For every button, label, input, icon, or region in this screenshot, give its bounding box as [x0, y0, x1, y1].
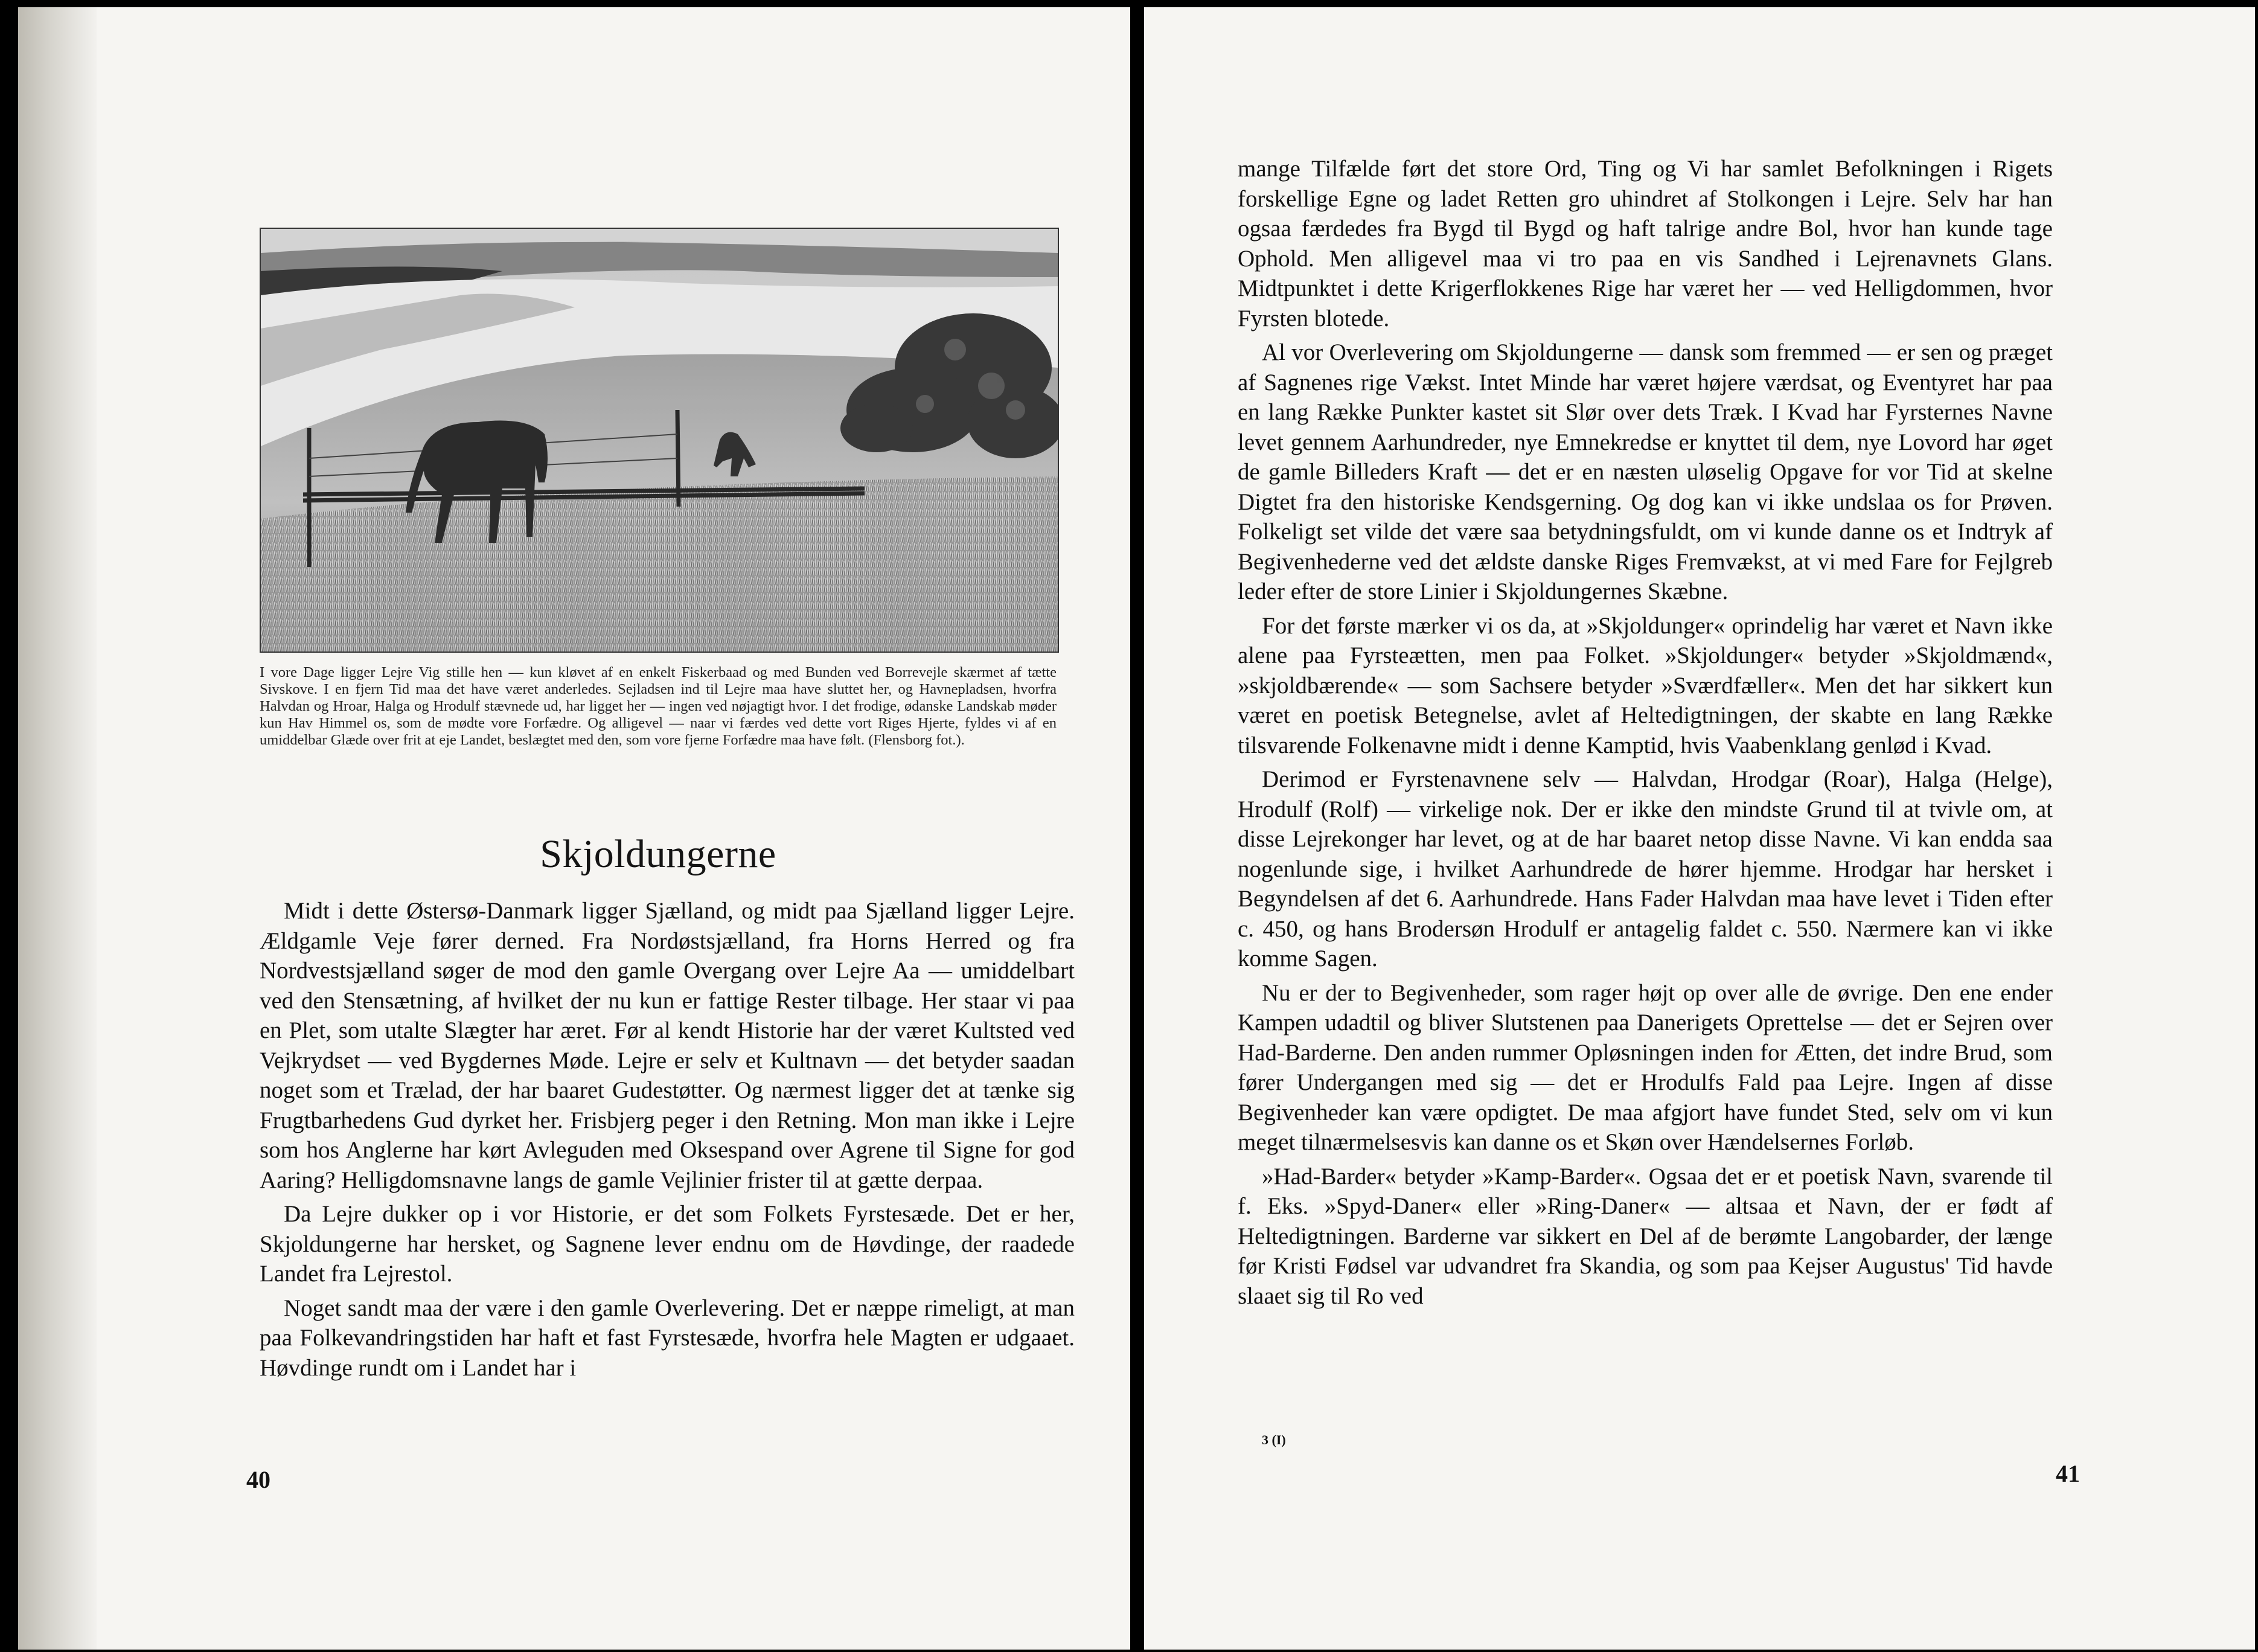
page-gutter — [18, 7, 97, 1650]
page-number: 40 — [246, 1466, 270, 1493]
paragraph: Derimod er Fyrstenavnene selv — Halvdan, Hrodgar (Roar), Halga (Helge), Hrodulf (Rolf) — virkelige nok. Der er ikke den mindste Grund til at tvivle om, at disse Lejrekonger har levet, og at de har baaret netop disse Navne. Vi kan endda saa nogenlunde sige, i hvilket Aarhundrede de hører hjemme. Hrodgar har hersket i Begyndelsen af det 6. Aarhundrede. Hans Fader Halvdan maa have levet i Tiden efter c. 450, og hans Brodersøn Hrodulf er antagelig faldet c. 550. Nærmere kan vi ikke komme Sagen. — [1238, 766, 2053, 972]
paragraph: Da Lejre dukker op i vor Historie, er det som Folkets Fyrstesæde. Det er her, Skjoldungerne har hersket, og Sagnene lever endnu om de Høvdinge, der raadede Landet fra Lejrestol. — [260, 1201, 1075, 1287]
left-page — [18, 7, 1130, 1650]
photo-caption: I vore Dage ligger Lejre Vig stille hen — kun kløvet af en enkelt Fiskerbaad og med Bunden ved Borrevejle skærmet af tætte Sivskove. I en fjern Tid maa det have været anderledes. Sejladsen ind til Lejre maa have sluttet her, og Havnepladsen, hvorfra Halvdan og Hroar, Halga og Hrodulf stævnede ud, har ligget her — ingen ved nøjagtigt hvor. I det frodige, ødanske Landskab møder kun Hav Himmel os, som de mødte vore Forfædre. Og alligevel — naar vi færdes ved dette vort Riges Hjerte, fyldes vi af en umiddelbar Glæde over frit at eje Landet, beslægtet med den, som vore fjerne Forfædre maa have følt. (Flensborg fot.). — [260, 664, 1057, 748]
page-number: 41 — [2056, 1460, 2080, 1487]
right-page-body-text — [1238, 154, 2053, 1315]
paragraph: Noget sandt maa der være i den gamle Overlevering. Det er næppe rimeligt, at man paa Folkevandringstiden har haft et fast Fyrstesæde, hvorfra hele Magten er udgaaet. Høvdinge rundt om i Landet har i — [260, 1295, 1075, 1381]
paragraph: Midt i dette Østersø-Danmark ligger Sjælland, og midt paa Sjælland ligger Lejre. Ældgamle Veje fører derned. Fra Nordøstsjælland, fra Horns Herred og fra Nordvestsjælland søger de mod den gamle Overgang over Lejre Aa — umiddelbart ved den Stensætning, af hvilket der nu kun er fattige Rester tilbage. Her staar vi paa en Plet, som utalte Slægter har æret. Før al kendt Historie har der været Kultsted ved Vejkrydset — ved Bygdernes Møde. Lejre er selv et Kultnavn — det betyder saadan noget som et Trælad, der har baaret Gudestøtter. Og nærmest ligger det at tænke sig Frugtbarhedens Gud dyrket her. Frisbjerg peger i den Retning. Mon man ikke i Lejre som hos Anglerne har kørt Avleguden med Oksespand over Agrene til Signe for god Aaring? Helligdomsnavne langs de gamle Vejlinier frister til at gætte derpaa. — [260, 898, 1075, 1193]
chapter-heading: Skjoldungerne — [540, 832, 776, 876]
left-page-body-text — [260, 896, 1075, 1387]
paragraph: For det første mærker vi os da, at »Skjoldunger« oprindelig har været et Navn ikke alene paa Fyrsteætten, men paa Folket. »Skjoldunger« betyder »Skjoldmænd«, »skjoldbærende« — som Sachsere betyder »Sværdfæller«. Men det har sikkert kun været en poetisk Betegnelse, avlet af Heltedigtningen, der skabte en lang Række tilsvarende Folkenavne midt i denne Kamptid, hvis Vaabenklang genlød i Kvad. — [1238, 612, 2053, 758]
paragraph: mange Tilfælde ført det store Ord, Ting og Vi har samlet Befolkningen i Rigets forskellige Egne og ladet Retten gro uhindret af Stolkongen i Lejre. Selv har han ogsaa færdedes fra Bygd til Bygd og haft talrige andre Bol, hvor han kunde tage Ophold. Men alligevel maa vi tro paa en vis Sandhed i Lejrenavnets Glans. Midtpunktet i dette Krigerflokkenes Rige har været her — ved Helligdommen, hvor Fyrsten blotede. — [1238, 156, 2053, 331]
paragraph: Nu er der to Begivenheder, som rager højt op over alle de øvrige. Den ene ender Kampen udadtil og bliver Slutstenen paa Danerigets Oprettelse — det er Sejren over Had-Barderne. Den anden rummer Opløsningen inden for Ætten, det indre Brud, som fører Undergangen med sig — det er Hrodulfs Fald paa Lejre. Ingen af disse Begivenheder kan være opdigtet. De maa afgjort have fundet Sted, selv om vi kun meget tilnærmelsesvis kan danne os et Skøn over Hændelsernes Forløb. — [1238, 979, 2053, 1155]
signature-mark: 3 (I) — [1262, 1432, 1286, 1447]
landscape-photo-image — [261, 229, 1058, 652]
right-page — [1144, 7, 2255, 1650]
landscape-photo — [260, 228, 1059, 653]
paragraph: Al vor Overlevering om Skjoldungerne — dansk som fremmed — er sen og præget af Sagnenes rige Vækst. Intet Minde har været højere værdsat, og Eventyret har paa en lang Række Punkter kastet sit Slør over dets Træk. I Kvad har Fyrsternes Navne levet gennem Aarhundreder, nye Emnekredse er knyttet til dem, nye Lovord har øget de gamle Billeders Kraft — det er en næsten uløselig Opgave for vor Tid at skelne Digtet fra den historiske Kendsgerning. Og dog kan vi ikke undslaa os for Prøven. Folkeligt set vilde det være saa betydningsfuldt, om vi kunde danne os et Indtryk af Begivenhederne ved det ældste danske Riges Fremvækst, at vi med Fare for Fejlgreb leder efter de store Linier i Skjoldungernes Skæbne. — [1238, 339, 2053, 604]
paragraph: »Had-Barder« betyder »Kamp-Barder«. Ogsaa det er et poetisk Navn, svarende til f. Eks. »Spyd-Daner« eller »Ring-Daner« — altsaa et Navn, der er født af Heltedigtningen. Barderne var sikkert en Del af de berømte Langobarder, der længe før Kristi Fødsel var udvandret fra Skandia, og som paa Kejser Augustus' Tid havde slaaet sig til Ro ved — [1238, 1163, 2053, 1309]
